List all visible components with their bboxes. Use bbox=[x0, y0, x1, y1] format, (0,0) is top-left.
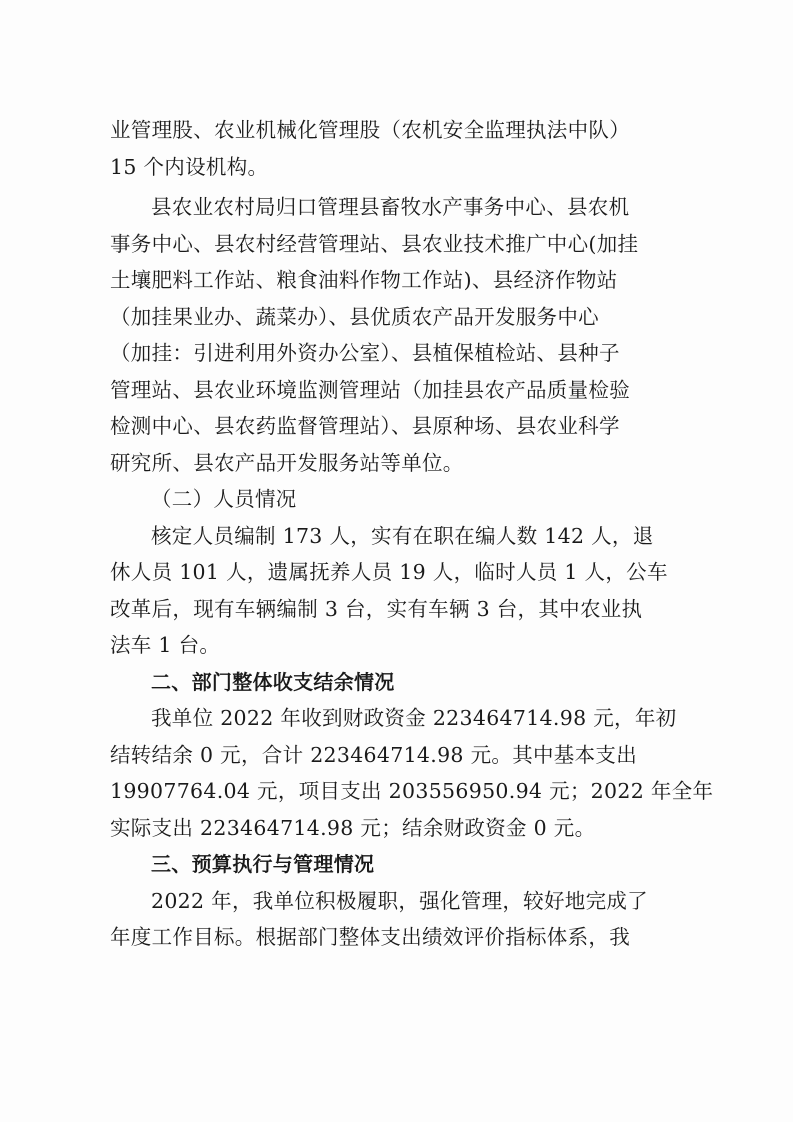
body-line: 改革后，现有车辆编制 3 台，实有车辆 3 台，其中农业执 bbox=[110, 596, 643, 621]
body-line: 管理站、县农业环境监测管理站（加挂县农产品质量检验 bbox=[110, 377, 630, 402]
body-line: 研究所、县农产品开发服务站等单位。 bbox=[110, 450, 464, 475]
body-line: 法车 1 台。 bbox=[110, 633, 221, 657]
body-line: 核定人员编制 173 人，实有在职在编人数 142 人，退 bbox=[151, 523, 654, 548]
body-line: 实际支出 223464714.98 元；结余财政资金 0 元。 bbox=[110, 815, 596, 840]
body-line: （加挂果业办、蔬菜办）、县优质农产品开发服务中心 bbox=[110, 304, 599, 329]
body-line: 我单位 2022 年收到财政资金 223464714.98 元，年初 bbox=[151, 706, 677, 730]
body-line: 15 个内设机构。 bbox=[110, 154, 269, 179]
section-heading: 三、预算执行与管理情况 bbox=[151, 852, 375, 876]
body-line: 土壤肥料工作站、粮食油料作物工作站)、县经济作物站 bbox=[110, 268, 618, 292]
body-line: 2022 年，我单位积极履职，强化管理，较好地完成了 bbox=[151, 888, 648, 913]
body-line: 检测中心、县农药监督管理站）、县原种场、县农业科学 bbox=[110, 414, 620, 438]
document-body bbox=[110, 112, 714, 956]
body-line: 县农业农村局归口管理县畜牧水产事务中心、县农机 bbox=[151, 195, 630, 219]
body-line: 年度工作目标。根据部门整体支出绩效评价指标体系，我 bbox=[110, 925, 630, 949]
body-line: 结转结余 0 元，合计 223464714.98 元。其中基本支出 bbox=[110, 742, 637, 767]
body-line: （加挂：引进利用外资办公室）、县植保植检站、县种子 bbox=[110, 341, 620, 365]
body-line: 事务中心、县农村经营管理站、县农业技术推广中心(加挂 bbox=[110, 231, 639, 256]
body-line: 休人员 101 人，遗属抚养人员 19 人，临时人员 1 人，公车 bbox=[110, 560, 668, 584]
body-line: 业管理股、农业机械化管理股（农机安全监理执法中队） bbox=[110, 118, 630, 142]
body-line: 19907764.04 元，项目支出 203556950.94 元；2022 年全年 bbox=[110, 779, 714, 803]
section-heading: 二、部门整体收支结余情况 bbox=[151, 669, 395, 694]
section-subheading: （二）人员情况 bbox=[151, 487, 297, 511]
